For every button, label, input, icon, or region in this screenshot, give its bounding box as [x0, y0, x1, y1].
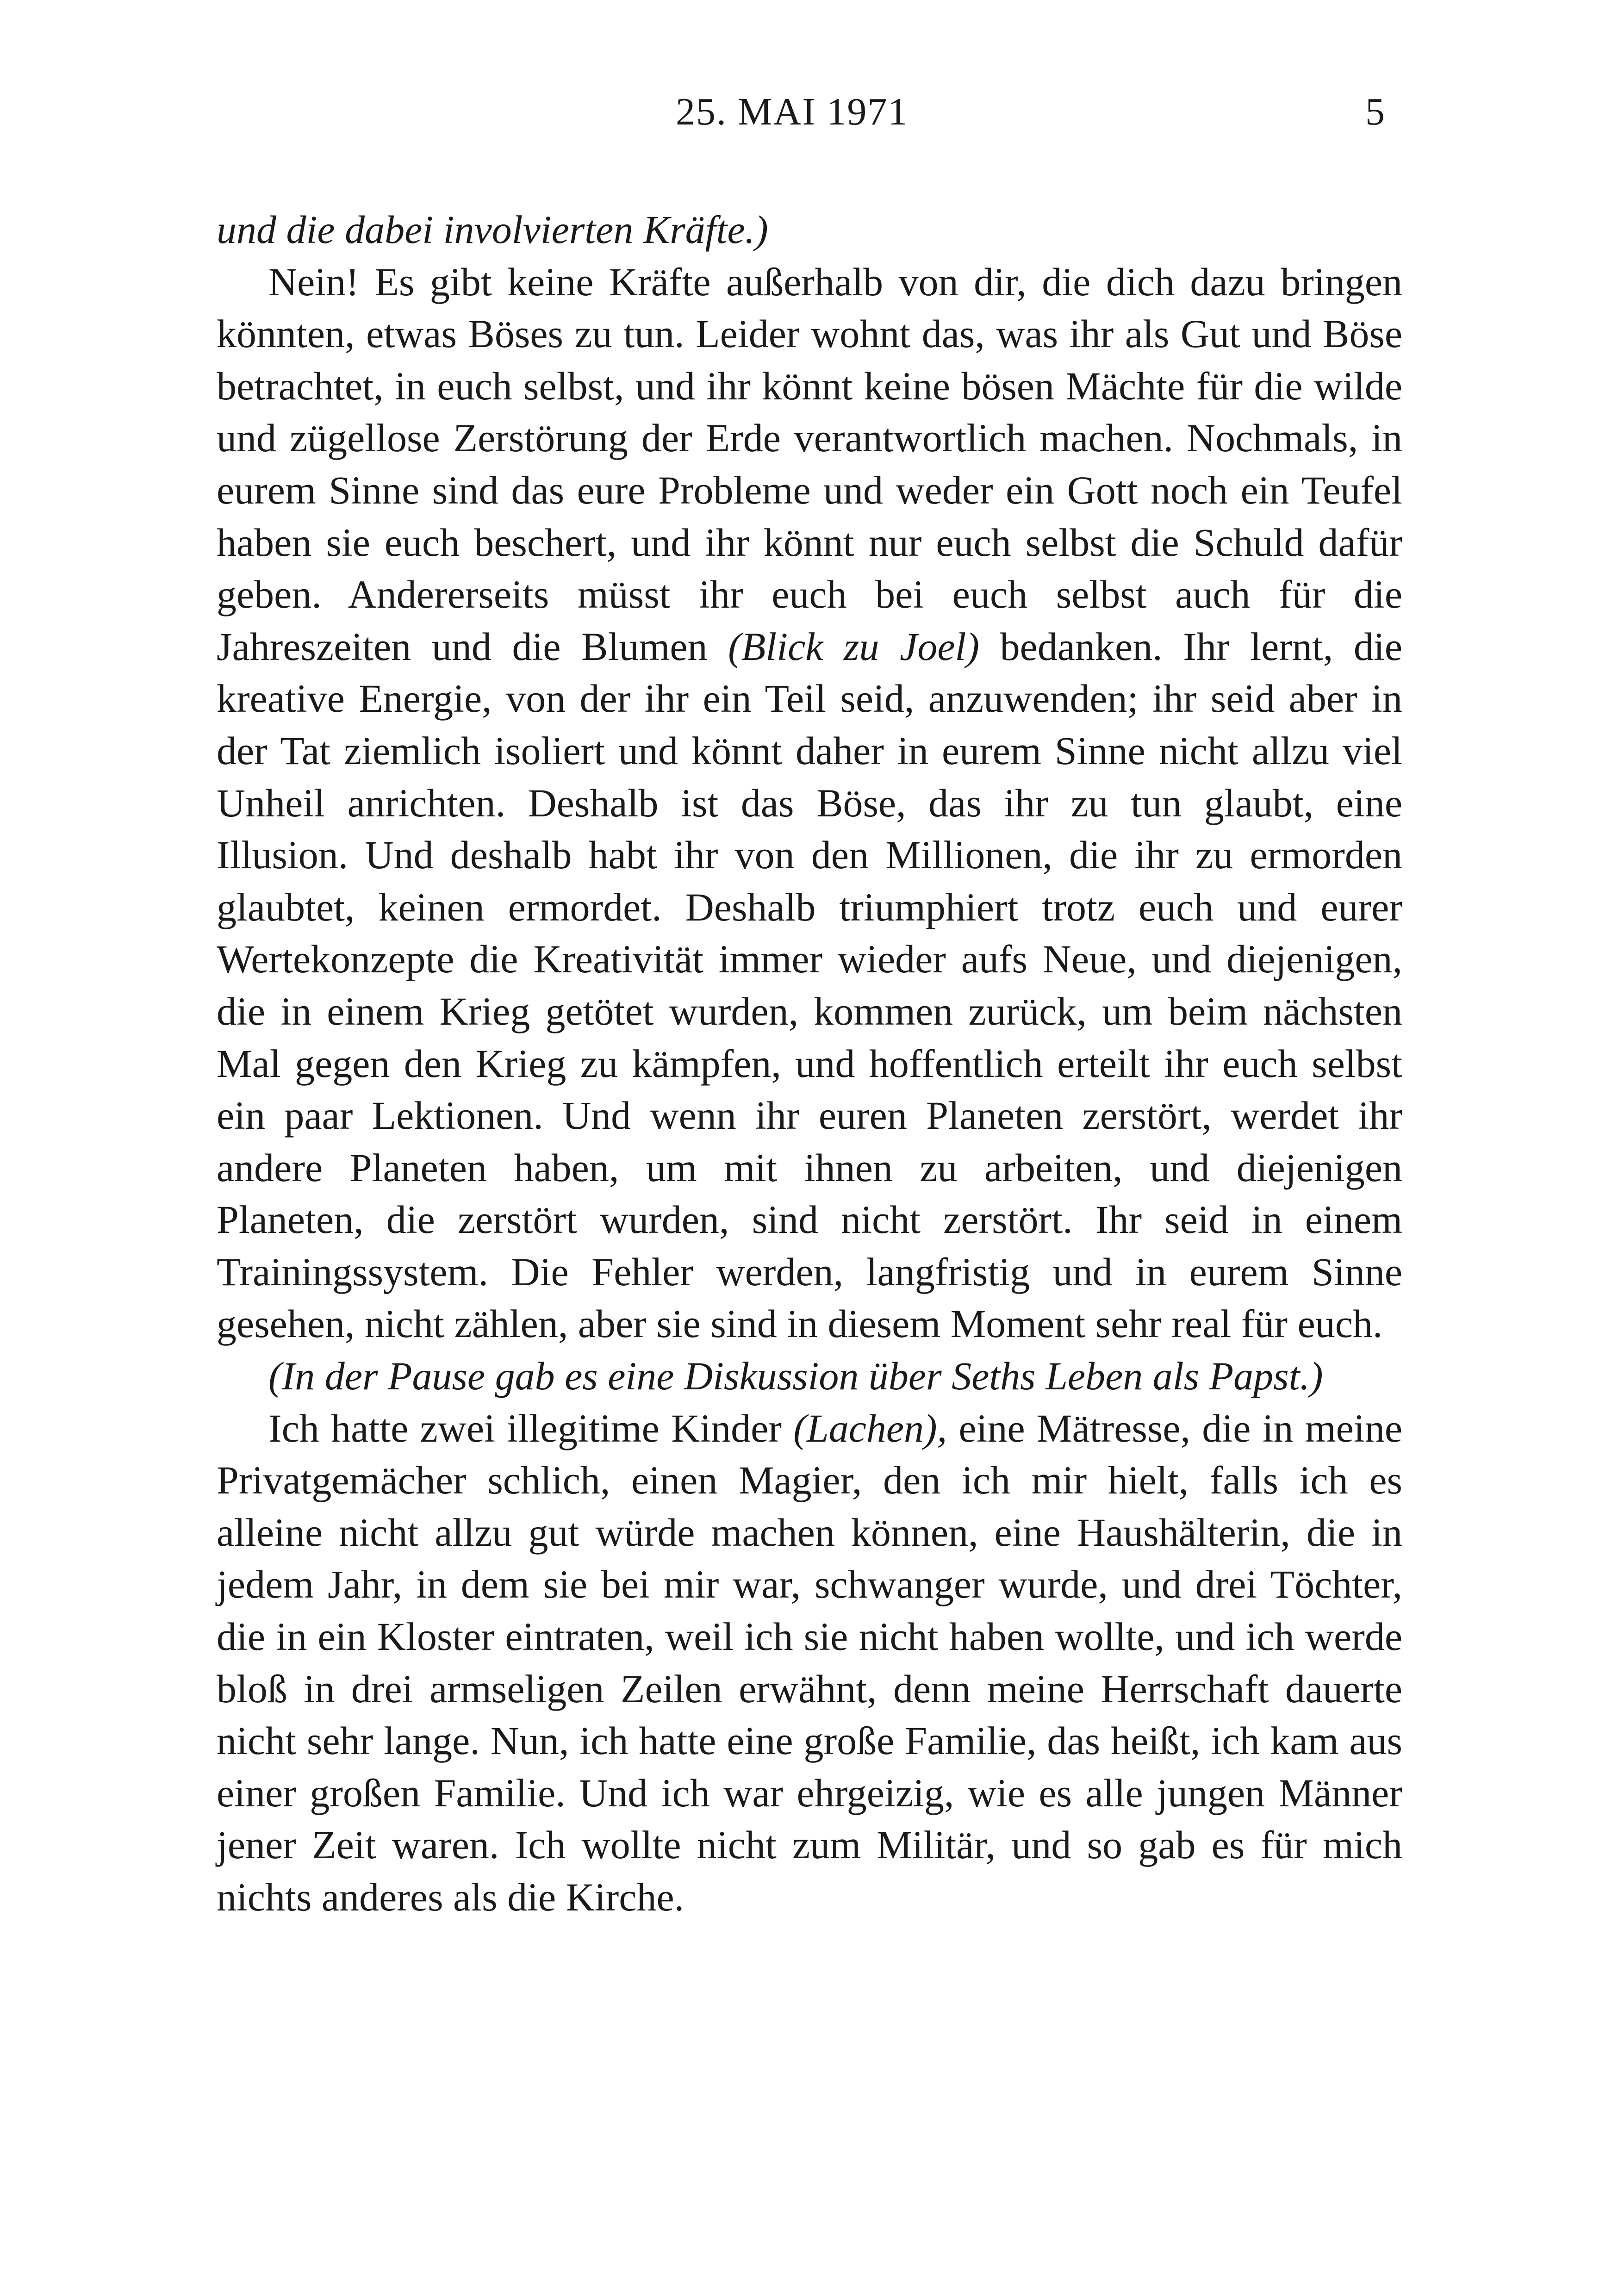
italic-aside: (Lachen),: [793, 1406, 947, 1450]
text-run: Nein! Es gibt keine Kräfte außerhalb von dir, die dich dazu bringen könnten, etwas Böses zu tun. Leider wohnt das, was ihr als Gut und Böse betrachtet, in euch selbst, und ihr könnt keine bösen Mächte für die wilde und zügellose Zerstörung der Erde verantwortlich machen. Nochmals, in eurem Sinne sind das eure Probleme und weder ein Gott noch ein Teufel haben sie euch beschert, und ihr könnt nur euch selbst die Schuld dafür geben. Andererseits müsst ihr euch bei euch selbst auch für die Jahreszeiten und die Blumen: [217, 259, 1402, 669]
italic-note: und die dabei involvierten Kräfte.): [217, 207, 768, 252]
italic-note: (In der Pause gab es eine Diskussion über Seths Leben als Papst.): [268, 1354, 1323, 1399]
text-run: eine Mätresse, die in meine Privatgemächer schlich, einen Magier, den ich mir hielt, falls ich es alleine nicht allzu gut würde machen können, eine Haushälterin, die in jedem Jahr, in dem sie bei mir war, schwanger wurde, und drei Töchter, die in ein Kloster eintraten, weil ich sie nicht haben wollte, und ich werde bloß in drei armseligen Zeilen erwähnt, denn meine Herrschaft dauerte nicht sehr lange. Nun, ich hatte eine große Familie, das heißt, ich kam aus einer großen Familie. Und ich war ehrgeizig, wie es alle jungen Männer jener Zeit waren. Ich wollte nicht zum Militär, und so gab es für mich nichts anderes als die Kirche.: [217, 1406, 1402, 1919]
body-text: [217, 204, 1402, 1923]
text-run: Ich hatte zwei illegitime Kinder: [268, 1406, 794, 1450]
paragraph-break-note: [217, 1350, 1402, 1402]
running-head: 25. MAI 1971: [676, 90, 909, 133]
paragraph-continuation: [217, 204, 1402, 256]
page-number: 5: [1365, 90, 1385, 133]
paragraph-papal-life: [217, 1402, 1402, 1923]
paragraph-seth-speech: [217, 256, 1402, 1350]
text-run: bedanken. Ihr lernt, die kreative Energie, von der ihr ein Teil seid, anzuwenden; ihr seid aber in der Tat ziemlich isoliert und könnt daher in eurem Sinne nicht allzu viel Unheil anrichten. Deshalb ist das Böse, das ihr zu tun glaubt, eine Illusion. Und deshalb habt ihr von den Millionen, die ihr zu ermorden glaubtet, keinen ermordet. Deshalb triumphiert trotz euch und eurer Wertekonzepte die Kreativität immer wieder aufs Neue, und diejenigen, die in einem Krieg getötet wurden, kommen zurück, um beim nächsten Mal gegen den Krieg zu kämpfen, und hoffentlich erteilt ihr euch selbst ein paar Lektionen. Und wenn ihr euren Planeten zerstört, werdet ihr andere Planeten haben, um mit ihnen zu arbeiten, und diejenigen Planeten, die zerstört wurden, sind nicht zerstört. Ihr seid in einem Trainingssystem. Die Fehler werden, langfristig und in eurem Sinne gesehen, nicht zählen, aber sie sind in diesem Moment sehr real für euch.: [217, 624, 1402, 1346]
italic-aside: (Blick zu Joel): [728, 624, 980, 669]
